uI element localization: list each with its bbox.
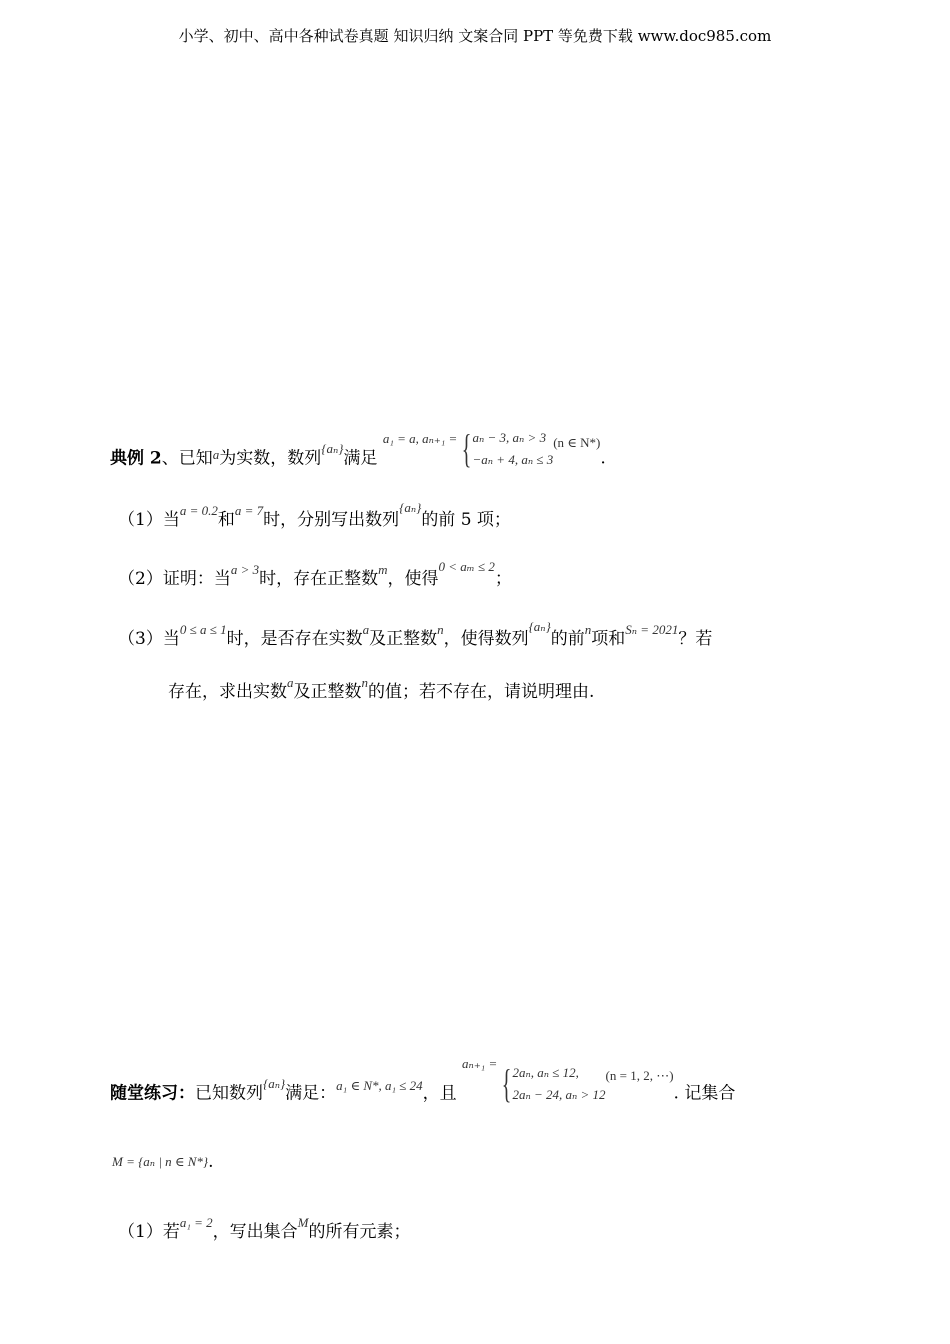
practice-case-2: 2aₙ − 24, aₙ > 12 [512, 1087, 606, 1102]
practice-text-3: ，且 [422, 1083, 457, 1104]
q2-number: （2）证明：当 [118, 569, 231, 589]
practice-domain: (n = 1, 2, ⋯) [605, 1068, 674, 1083]
q2-text-1: 时，存在正整数 [259, 569, 379, 589]
example2-sep: 、已知 [161, 448, 213, 469]
q3-line2-math-2: n [361, 675, 368, 690]
q1-number: （1）当 [118, 510, 180, 530]
practice-label: 随堂练习： [110, 1083, 195, 1104]
practice-set: M = {aₙ | n ∈ N*} [112, 1154, 209, 1169]
pq1-number: （1）若 [118, 1222, 180, 1242]
practice-text-2: 满足： [285, 1083, 337, 1104]
q3-text-3: ，使得数列 [443, 629, 529, 649]
q3-text-1: 时，是否存在实数 [226, 629, 363, 649]
q3-line2-text-1: 存在，求出实数 [168, 682, 287, 702]
q3-math-2: a [362, 622, 370, 637]
practice-case-1: 2aₙ, aₙ ≤ 12, [512, 1065, 579, 1080]
q3-text-2: 及正整数 [369, 629, 438, 649]
q3-line2-math-1: a [287, 675, 294, 690]
practice-question-1 [118, 1215, 411, 1244]
cases-block [512, 1062, 605, 1106]
pq1-math-2: M [297, 1215, 309, 1230]
practice-set-end: . [208, 1152, 214, 1172]
example2-text-1: 为实数，数列 [219, 448, 322, 469]
case-2: −aₙ + 4, aₙ ≤ 3 [472, 452, 554, 467]
practice-cond: a₁ ∈ N*, a₁ ≤ 24 [336, 1078, 423, 1093]
example2-text-2: 满足 [343, 448, 378, 469]
cases-block [473, 427, 554, 471]
q1-math-3: {aₙ} [399, 500, 422, 515]
left-brace: { [462, 426, 472, 471]
q1-text-2: 时，分别写出数列 [263, 510, 400, 530]
math-var-a: a [212, 447, 220, 462]
q2-text-3: ； [494, 569, 512, 589]
q3-math-3: n [437, 622, 444, 637]
q2-math-2: m [378, 562, 388, 577]
domain: (n ∈ N*) [553, 435, 601, 450]
left-brace: { [502, 1061, 512, 1106]
example2-end: . [600, 448, 606, 469]
q1-text-1: 和 [217, 510, 235, 530]
practice-text-4: . 记集合 [673, 1083, 736, 1104]
recurrence-formula [383, 427, 601, 471]
recurrence-def: a₁ = a, aₙ₊₁ = [382, 431, 458, 446]
q2-math-3: 0 < aₘ ≤ 2 [438, 559, 495, 574]
q3-line2-text-3: 的值；若不存在，请说明理由. [368, 682, 595, 702]
question-3-line-1 [118, 619, 713, 651]
example2-line [110, 426, 606, 481]
pq1-text-2: 的所有元素； [308, 1222, 411, 1242]
math-seq: {aₙ} [321, 441, 344, 456]
question-3-line-2 [168, 675, 595, 704]
pq1-text-1: ，写出集合 [212, 1222, 298, 1242]
practice-line-1 [110, 1056, 736, 1116]
practice-text-1: 已知数列 [195, 1083, 263, 1104]
q2-text-2: ，使得 [387, 569, 439, 589]
practice-recurrence [462, 1056, 674, 1106]
question-2 [118, 559, 512, 591]
example2-label: 典例 2 [110, 448, 162, 469]
q3-line2-text-2: 及正整数 [293, 682, 362, 702]
q3-text-4: 的前 [550, 629, 585, 649]
q1-text-3: 的前 5 项； [421, 510, 511, 530]
q3-number: （3）当 [118, 629, 180, 649]
q3-text-6: ？若 [678, 629, 713, 649]
q1-math-1: a = 0.2 [179, 503, 218, 518]
case-1: aₙ − 3, aₙ > 3 [472, 430, 547, 445]
practice-line-2 [112, 1150, 214, 1174]
q3-math-6: Sₙ = 2021 [625, 622, 679, 637]
q3-math-1: 0 ≤ a ≤ 1 [179, 622, 227, 637]
q3-math-5: n [584, 622, 592, 637]
practice-def: aₙ₊₁ = [462, 1056, 498, 1071]
q2-math-1: a > 3 [230, 562, 260, 577]
q3-text-5: 项和 [591, 629, 626, 649]
practice-seq: {aₙ} [263, 1076, 286, 1091]
page-header: 小学、初中、高中各种试卷真题 知识归纳 文案合同 PPT 等免费下载 www.doc985.com [178, 27, 772, 45]
question-1 [118, 500, 511, 532]
pq1-math-1: a₁ = 2 [179, 1215, 213, 1230]
q1-math-2: a = 7 [234, 503, 264, 518]
q3-math-4: {aₙ} [528, 619, 551, 634]
